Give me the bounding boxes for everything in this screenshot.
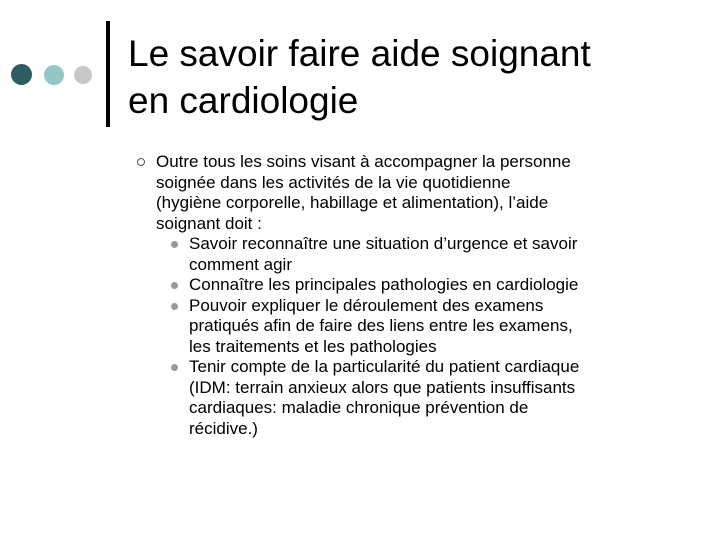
decorative-dot-gray — [74, 66, 92, 84]
bullet-item-line: les traitements et les pathologies — [189, 336, 437, 356]
bullet-item-patient-cardiaque — [156, 357, 717, 439]
bullet-item-line: Savoir reconnaître une situation d’urgence et savoir — [189, 234, 578, 253]
intro-paragraph — [137, 152, 717, 439]
bullet-item-urgence — [156, 234, 717, 275]
intro-line: soignant doit : — [156, 213, 262, 233]
intro-line: Outre tous les soins visant à accompagner la personne — [156, 152, 571, 171]
bullet-item-pathologies — [156, 275, 717, 296]
bullet-item-line: (IDM: terrain anxieux alors que patients insuffisants — [189, 377, 576, 397]
intro-line: (hygiène corporelle, habillage et alimentation), l’aide — [156, 193, 549, 212]
title-divider-line — [106, 21, 110, 127]
slide-body — [137, 152, 717, 439]
intro-line: soignée dans les activités de la vie quotidienne — [156, 172, 511, 192]
filled-circle-bullet-icon — [171, 303, 178, 310]
decorative-dot-dark — [11, 64, 32, 85]
bullet-item-line: récidive.) — [189, 418, 258, 438]
bullet-item-line: Connaître les principales pathologies en cardiologie — [189, 275, 579, 294]
slide-title-line-2: en cardiologie — [128, 80, 359, 121]
bullet-item-line: Tenir compte de la particularité du patient cardiaque — [189, 357, 580, 376]
filled-circle-bullet-icon — [171, 241, 178, 248]
decorative-dot-teal — [44, 65, 64, 85]
filled-circle-bullet-icon — [171, 282, 178, 289]
bullet-item-line: cardiaques: maladie chronique prévention de — [189, 398, 529, 417]
bullet-item-examens — [156, 296, 717, 358]
hollow-circle-bullet-icon — [137, 158, 145, 166]
filled-circle-bullet-icon — [171, 364, 178, 371]
slide-title-line-1: Le savoir faire aide soignant — [128, 33, 591, 74]
bullet-item-line: pratiqués afin de faire des liens entre les examens, — [189, 316, 573, 335]
bullet-item-line: comment agir — [189, 254, 292, 274]
slide-title — [128, 30, 591, 124]
bullet-item-line: Pouvoir expliquer le déroulement des examens — [189, 295, 544, 315]
